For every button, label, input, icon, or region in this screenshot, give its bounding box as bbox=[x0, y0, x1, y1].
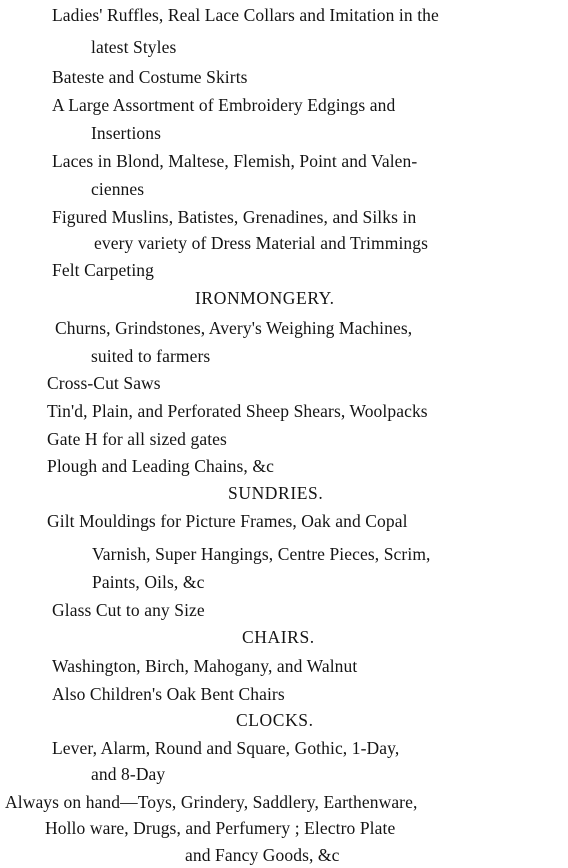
text-line: Varnish, Super Hangings, Centre Pieces, Scrim, bbox=[92, 544, 431, 564]
text-line: suited to farmers bbox=[91, 346, 211, 366]
text-line: Cross-Cut Saws bbox=[47, 373, 161, 393]
text-line: Paints, Oils, &c bbox=[92, 572, 205, 592]
text-line: Churns, Grindstones, Avery's Weighing Machines, bbox=[55, 318, 413, 338]
text-line: latest Styles bbox=[91, 37, 177, 57]
text-line: Gilt Mouldings for Picture Frames, Oak and Copal bbox=[47, 511, 408, 531]
text-line: Figured Muslins, Batistes, Grenadines, and Silks in bbox=[52, 207, 417, 227]
text-line: Felt Carpeting bbox=[52, 260, 155, 280]
text-line: every variety of Dress Material and Trimmings bbox=[94, 233, 429, 253]
text-line: Lever, Alarm, Round and Square, Gothic, 1-Day, bbox=[52, 738, 400, 758]
text-line: A Large Assortment of Embroidery Edgings and bbox=[52, 95, 396, 115]
text-line: Ladies' Ruffles, Real Lace Collars and Imitation in the bbox=[52, 5, 439, 25]
text-line: Tin'd, Plain, and Perforated Sheep Shears, Woolpacks bbox=[47, 401, 428, 421]
text-line: Bateste and Costume Skirts bbox=[52, 67, 248, 87]
text-line: Washington, Birch, Mahogany, and Walnut bbox=[52, 656, 358, 676]
text-line: and 8-Day bbox=[91, 764, 166, 784]
section-heading-chairs: CHAIRS. bbox=[242, 627, 315, 647]
text-line: Glass Cut to any Size bbox=[52, 600, 205, 620]
text-line: Hollo ware, Drugs, and Perfumery ; Electro Plate bbox=[45, 818, 396, 838]
text-line: ciennes bbox=[91, 179, 145, 199]
text-line: and Fancy Goods, &c bbox=[185, 845, 340, 865]
section-heading-ironmongery: IRONMONGERY. bbox=[195, 288, 335, 308]
section-heading-clocks: CLOCKS. bbox=[236, 710, 314, 730]
text-line: Laces in Blond, Maltese, Flemish, Point and Valen- bbox=[52, 151, 418, 171]
text-line: Insertions bbox=[91, 123, 162, 143]
text-line: Gate H for all sized gates bbox=[47, 429, 227, 449]
text-line: Plough and Leading Chains, &c bbox=[47, 456, 274, 476]
section-heading-sundries: SUNDRIES. bbox=[228, 483, 324, 503]
text-line: Always on hand—Toys, Grindery, Saddlery, Earthenware, bbox=[5, 792, 418, 812]
text-line: Also Children's Oak Bent Chairs bbox=[52, 684, 285, 704]
